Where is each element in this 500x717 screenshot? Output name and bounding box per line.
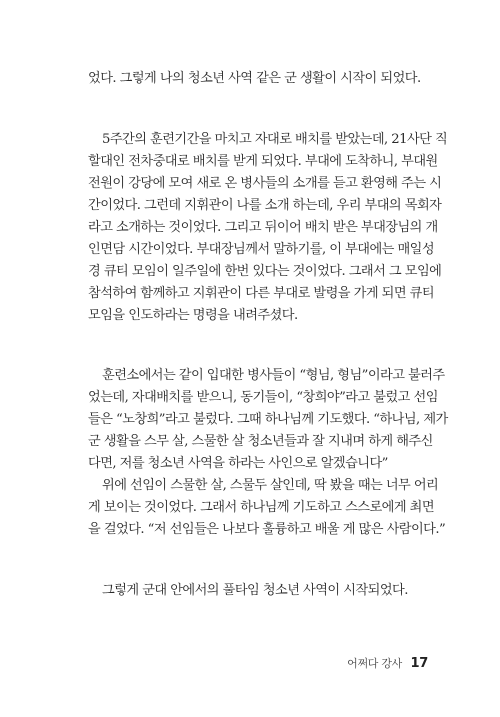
paragraph-1-line-2: 전원이 강당에 모여 새로 온 병사들의 소개를 듣고 환영해 주는 시: [88, 176, 442, 191]
paragraph-1-line-4: 라고 소개하는 것이었다. 그리고 뒤이어 배치 받은 부대장님의 개: [88, 220, 438, 235]
paragraph-1-line-1: 할대인 전차중대로 배치를 받게 되었다. 부대에 도착하니, 부대원: [88, 154, 438, 169]
paragraph-2-line-1: 었는데, 자대배치를 받으니, 동기들이, “창희야”라고 불렀고 선임: [88, 390, 438, 405]
paragraph-2-line-4: 다면, 저를 청소년 사역을 하라는 사인으로 알겠습니다”: [88, 456, 388, 471]
running-head: 어쩌다 강사: [347, 657, 402, 670]
paragraph-4-line-0: 그렇게 군대 안에서의 풀타임 청소년 사역이 시작되었다.: [102, 583, 408, 598]
paragraph-3-line-0: 위에 선임이 스물한 살, 스물두 살인데, 딱 봤을 때는 너무 어리: [102, 478, 439, 493]
page-footer: [347, 655, 428, 671]
paragraph-1-line-8: 모임을 인도하라는 명령을 내려주셨다.: [88, 308, 298, 323]
paragraph-1-line-7: 참석하여 함께하고 지휘관이 다른 부대로 발령을 가게 되면 큐티: [88, 286, 435, 301]
paragraph-3-line-1: 게 보이는 것이었다. 그래서 하나님께 기도하고 스스로에게 최면: [88, 500, 435, 515]
paragraph-2-line-0: 훈련소에서는 같이 입대한 병사들이 “형님, 형님”이라고 불러주: [102, 368, 445, 383]
paragraph-2-line-2: 들은 “노창희”라고 불렀다. 그때 하나님께 기도했다. “하나님, 제가: [88, 412, 448, 427]
paragraph-1-line-3: 간이었다. 그런데 지휘관이 나를 소개 하는데, 우리 부대의 목회자: [88, 198, 442, 213]
paragraph-1-line-6: 경 큐티 모임이 일주일에 한번 있다는 것이었다. 그래서 그 모임에: [88, 264, 442, 279]
paragraph-1-line-0: 5주간의 훈련기간을 마치고 자대로 배치를 받았는데, 21사단 직: [102, 132, 448, 147]
paragraph-2-line-3: 군 생활을 스무 살, 스물한 살 청소년들과 잘 지내며 하게 해주신: [88, 434, 433, 449]
page-number: 17: [410, 656, 428, 671]
paragraph-0-line-0: 었다. 그렇게 나의 청소년 사역 같은 군 생활이 시작이 되었다.: [88, 71, 421, 86]
paragraph-1-line-5: 인면담 시간이었다. 부대장님께서 말하기를, 이 부대에는 매일성: [88, 242, 435, 257]
paragraph-3-line-2: 을 걸었다. “저 선임들은 나보다 훌륭하고 배울 게 많은 사람이다.”: [88, 522, 446, 537]
